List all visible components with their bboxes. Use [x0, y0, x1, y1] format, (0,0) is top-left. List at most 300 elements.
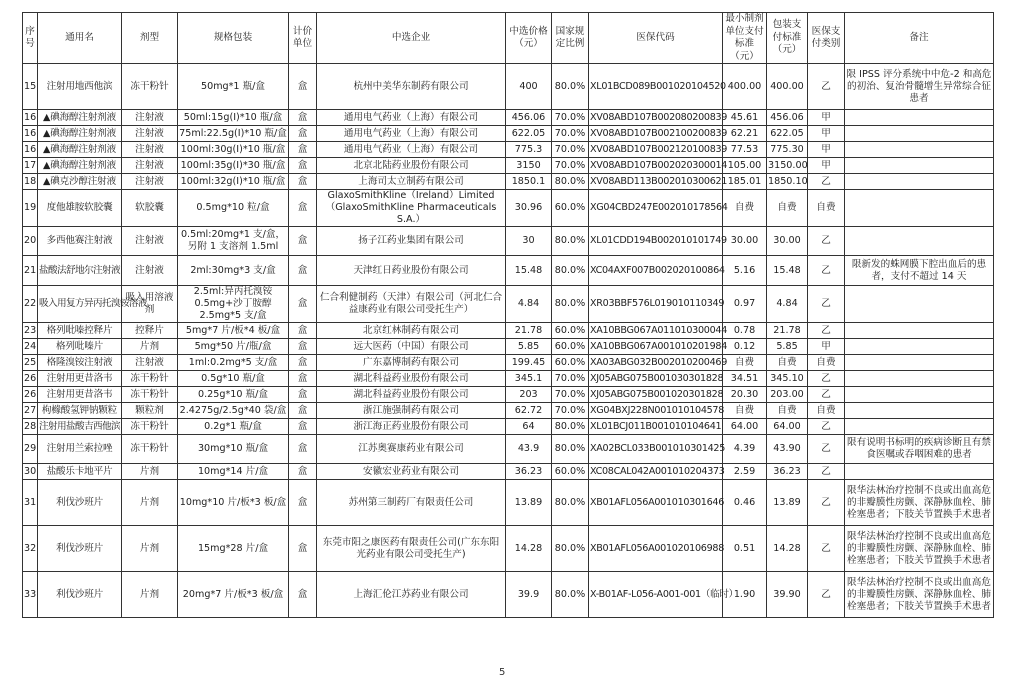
company-cell: 仁合利健制药（天津）有限公司（河北仁合益康药业有限公司受托生产） — [317, 286, 506, 323]
dosage-form-cell: 注射液 — [122, 355, 178, 371]
dosage-form-cell: 片剂 — [122, 526, 178, 572]
ratio-cell: 80.0% — [552, 526, 589, 572]
ratio-cell: 60.0% — [552, 190, 589, 227]
company-cell: 通用电气药业（上海）有限公司 — [317, 142, 506, 158]
category-cell: 自费 — [808, 355, 845, 371]
generic-name-cell: 格列吡嗪片 — [38, 339, 122, 355]
price-cell: 4.84 — [506, 286, 552, 323]
ratio-cell: 80.0% — [552, 419, 589, 435]
category-cell: 乙 — [808, 435, 845, 464]
spec-cell: 15mg*28 片/盒 — [178, 526, 289, 572]
dosage-form-cell: 片剂 — [122, 464, 178, 480]
unit-cell: 盒 — [289, 190, 317, 227]
row-seq-cell: 17 — [23, 158, 38, 174]
company-cell: 湖北科益药业股份有限公司 — [317, 371, 506, 387]
insurance-code-cell: XV08ABD107B002100200839 — [589, 126, 723, 142]
unit-cell: 盒 — [289, 110, 317, 126]
pack-std-cell: 3150.00 — [767, 158, 808, 174]
remark-cell — [845, 190, 994, 227]
dosage-form-cell: 冻干粉针 — [122, 64, 178, 110]
table-row — [23, 126, 994, 142]
row-seq-cell: 26 — [23, 387, 38, 403]
ratio-cell: 60.0% — [552, 339, 589, 355]
min-unit-std-cell: 0.97 — [723, 286, 767, 323]
table-row — [23, 355, 994, 371]
spec-cell: 10mg*10 片/板*3 板/盒 — [178, 480, 289, 526]
generic-name-cell: 盐酸乐卡地平片 — [38, 464, 122, 480]
remark-cell — [845, 227, 994, 256]
spec-cell: 0.5ml:20mg*1 支/盒，另附 1 支溶剂 1.5ml — [178, 227, 289, 256]
insurance-code-cell: XB01AFL056A001020106988 — [589, 526, 723, 572]
ratio-cell: 60.0% — [552, 355, 589, 371]
insurance-code-cell: XA03ABG032B002010200469 — [589, 355, 723, 371]
min-unit-std-cell: 自费 — [723, 403, 767, 419]
company-cell: 天津红日药业股份有限公司 — [317, 256, 506, 286]
unit-cell: 盒 — [289, 403, 317, 419]
generic-name-cell: ▲碘海醇注射剂液 — [38, 142, 122, 158]
pack-std-cell: 21.78 — [767, 323, 808, 339]
min-unit-std-cell: 5.16 — [723, 256, 767, 286]
table-row — [23, 464, 994, 480]
row-seq-cell: 26 — [23, 371, 38, 387]
table-row — [23, 339, 994, 355]
category-cell: 乙 — [808, 286, 845, 323]
min-unit-std-cell: 105.00 — [723, 158, 767, 174]
ratio-cell: 60.0% — [552, 323, 589, 339]
spec-cell: 5mg*50 片/瓶/盒 — [178, 339, 289, 355]
category-cell: 乙 — [808, 387, 845, 403]
min-unit-std-cell: 0.51 — [723, 526, 767, 572]
unit-cell: 盒 — [289, 286, 317, 323]
pack-std-cell: 39.90 — [767, 572, 808, 618]
category-cell: 甲 — [808, 126, 845, 142]
ratio-cell: 70.0% — [552, 158, 589, 174]
ratio-cell: 70.0% — [552, 142, 589, 158]
insurance-code-cell: XV08ABD107B002120100839 — [589, 142, 723, 158]
unit-cell: 盒 — [289, 572, 317, 618]
table-row — [23, 387, 994, 403]
insurance-code-cell: XG04CBD247E002010178564 — [589, 190, 723, 227]
category-cell: 乙 — [808, 480, 845, 526]
table-row — [23, 403, 994, 419]
company-cell: 浙江施强制药有限公司 — [317, 403, 506, 419]
company-cell: 上海司太立制药有限公司 — [317, 174, 506, 190]
row-seq-cell: 20 — [23, 227, 38, 256]
insurance-code-cell: X-B01AF-L056-A001-001（临时） — [589, 572, 723, 618]
header-price: 中选价格（元） — [506, 13, 552, 64]
company-cell: 通用电气药业（上海）有限公司 — [317, 110, 506, 126]
remark-cell: 限新发的蛛网膜下腔出血后的患者，支付不超过 14 天 — [845, 256, 994, 286]
min-unit-std-cell: 2.59 — [723, 464, 767, 480]
price-cell: 15.48 — [506, 256, 552, 286]
generic-name-cell: ▲碘海醇注射剂液 — [38, 158, 122, 174]
ratio-cell: 80.0% — [552, 256, 589, 286]
dosage-form-cell: 控释片 — [122, 323, 178, 339]
insurance-code-cell: XC04AXF007B002020100864 — [589, 256, 723, 286]
remark-cell — [845, 126, 994, 142]
dosage-form-cell: 注射液 — [122, 227, 178, 256]
spec-cell: 5mg*7 片/板*4 板/盒 — [178, 323, 289, 339]
pack-std-cell: 64.00 — [767, 419, 808, 435]
price-cell: 21.78 — [506, 323, 552, 339]
insurance-code-cell: XL01CDD194B002010101749 — [589, 227, 723, 256]
insurance-code-cell: XJ05ABG075B001030301828 — [589, 371, 723, 387]
remark-cell — [845, 286, 994, 323]
table-row — [23, 435, 994, 464]
ratio-cell: 80.0% — [552, 286, 589, 323]
table-row — [23, 323, 994, 339]
unit-cell: 盒 — [289, 480, 317, 526]
header-spec: 规格包装 — [178, 13, 289, 64]
insurance-code-cell: XA02BCL033B001010301425 — [589, 435, 723, 464]
generic-name-cell: 注射用更昔洛韦 — [38, 371, 122, 387]
dosage-form-cell: 冻干粉针 — [122, 371, 178, 387]
price-cell: 13.89 — [506, 480, 552, 526]
ratio-cell: 70.0% — [552, 110, 589, 126]
company-cell: 通用电气药业（上海）有限公司 — [317, 126, 506, 142]
insurance-code-cell: XA10BBG067A011010300044 — [589, 323, 723, 339]
min-unit-std-cell: 185.01 — [723, 174, 767, 190]
company-cell: 北京红林制药有限公司 — [317, 323, 506, 339]
spec-cell: 100ml:30g(I)*10 瓶/盒 — [178, 142, 289, 158]
remark-cell — [845, 419, 994, 435]
pack-std-cell: 622.05 — [767, 126, 808, 142]
category-cell: 乙 — [808, 227, 845, 256]
price-cell: 775.3 — [506, 142, 552, 158]
table-row — [23, 419, 994, 435]
dosage-form-cell: 吸入用溶液剂 — [122, 286, 178, 323]
unit-cell: 盒 — [289, 526, 317, 572]
table-header-row — [23, 13, 994, 64]
insurance-code-cell: XG04BXJ228N001010104578 — [589, 403, 723, 419]
spec-cell: 50mg*1 瓶/盒 — [178, 64, 289, 110]
pack-std-cell: 456.06 — [767, 110, 808, 126]
generic-name-cell: 格隆溴铵注射液 — [38, 355, 122, 371]
insurance-code-cell: XJ05ABG075B001020301828 — [589, 387, 723, 403]
category-cell: 乙 — [808, 323, 845, 339]
pack-std-cell: 400.00 — [767, 64, 808, 110]
dosage-form-cell: 注射液 — [122, 256, 178, 286]
insurance-code-cell: XR03BBF576L019010110349 — [589, 286, 723, 323]
price-cell: 62.72 — [506, 403, 552, 419]
ratio-cell: 80.0% — [552, 480, 589, 526]
min-unit-std-cell: 45.61 — [723, 110, 767, 126]
spec-cell: 1ml:0.2mg*5 支/盒 — [178, 355, 289, 371]
remark-cell — [845, 323, 994, 339]
table-row — [23, 572, 994, 618]
pack-std-cell: 345.10 — [767, 371, 808, 387]
min-unit-std-cell: 0.46 — [723, 480, 767, 526]
price-cell: 1850.1 — [506, 174, 552, 190]
min-unit-std-cell: 4.39 — [723, 435, 767, 464]
remark-cell — [845, 403, 994, 419]
company-cell: 北京北陆药业股份有限公司 — [317, 158, 506, 174]
dosage-form-cell: 注射液 — [122, 158, 178, 174]
dosage-form-cell: 注射液 — [122, 174, 178, 190]
remark-cell — [845, 158, 994, 174]
remark-cell: 限华法林治疗控制不良或出血高危的非瓣膜性房颤、深静脉血栓、肺栓塞患者；下肢关节置换手术患者 — [845, 480, 994, 526]
row-seq-cell: 33 — [23, 572, 38, 618]
dosage-form-cell: 冻干粉针 — [122, 435, 178, 464]
dosage-form-cell: 颗粒剂 — [122, 403, 178, 419]
category-cell: 甲 — [808, 142, 845, 158]
company-cell: 湖北科益药业股份有限公司 — [317, 387, 506, 403]
generic-name-cell: 注射用兰索拉唑 — [38, 435, 122, 464]
ratio-cell: 70.0% — [552, 403, 589, 419]
min-unit-std-cell: 77.53 — [723, 142, 767, 158]
header-remark: 备注 — [845, 13, 994, 64]
remark-cell — [845, 355, 994, 371]
category-cell: 乙 — [808, 371, 845, 387]
company-cell: 江苏奥赛康药业有限公司 — [317, 435, 506, 464]
table-row — [23, 64, 994, 110]
table-row — [23, 256, 994, 286]
unit-cell: 盒 — [289, 256, 317, 286]
pack-std-cell: 203.00 — [767, 387, 808, 403]
dosage-form-cell: 片剂 — [122, 480, 178, 526]
generic-name-cell: 格列吡嗪控释片 — [38, 323, 122, 339]
unit-cell: 盒 — [289, 435, 317, 464]
pack-std-cell: 14.28 — [767, 526, 808, 572]
remark-cell: 限有说明书标明的疾病诊断且有禁食医嘱或吞咽困难的患者 — [845, 435, 994, 464]
category-cell: 自费 — [808, 403, 845, 419]
company-cell: 广东嘉博制药有限公司 — [317, 355, 506, 371]
header-category: 医保支付类别 — [808, 13, 845, 64]
dosage-form-cell: 片剂 — [122, 572, 178, 618]
generic-name-cell: 利伐沙班片 — [38, 480, 122, 526]
page-number: 5 — [499, 667, 506, 678]
generic-name-cell: 利伐沙班片 — [38, 526, 122, 572]
category-cell: 乙 — [808, 572, 845, 618]
unit-cell: 盒 — [289, 371, 317, 387]
ratio-cell: 70.0% — [552, 126, 589, 142]
remark-cell — [845, 142, 994, 158]
row-seq-cell: 16 — [23, 142, 38, 158]
pack-std-cell: 自费 — [767, 403, 808, 419]
row-seq-cell: 18 — [23, 174, 38, 190]
remark-cell — [845, 339, 994, 355]
spec-cell: 2.4275g/2.5g*40 袋/盒 — [178, 403, 289, 419]
company-cell: 东莞市阳之康医药有限责任公司(广东东阳光药业有限公司受托生产) — [317, 526, 506, 572]
price-cell: 400 — [506, 64, 552, 110]
row-seq-cell: 21 — [23, 256, 38, 286]
row-seq-cell: 31 — [23, 480, 38, 526]
unit-cell: 盒 — [289, 126, 317, 142]
pack-std-cell: 自费 — [767, 190, 808, 227]
table-row — [23, 142, 994, 158]
company-cell: 苏州第三制药厂有限责任公司 — [317, 480, 506, 526]
remark-cell — [845, 110, 994, 126]
unit-cell: 盒 — [289, 64, 317, 110]
header-pack-std: 包装支付标准（元） — [767, 13, 808, 64]
insurance-code-cell: XL01BCD089B001020104520 — [589, 64, 723, 110]
price-cell: 14.28 — [506, 526, 552, 572]
ratio-cell: 80.0% — [552, 227, 589, 256]
dosage-form-cell: 注射液 — [122, 142, 178, 158]
generic-name-cell: ▲碘海醇注射剂液 — [38, 126, 122, 142]
generic-name-cell: 利伐沙班片 — [38, 572, 122, 618]
pack-std-cell: 1850.10 — [767, 174, 808, 190]
table-row — [23, 227, 994, 256]
insurance-code-cell: XV08ABD107B002020300014 — [589, 158, 723, 174]
price-cell: 43.9 — [506, 435, 552, 464]
company-cell: GlaxoSmithKline（Ireland）Limited（GlaxoSmithKline Pharmaceuticals S.A.） — [317, 190, 506, 227]
category-cell: 乙 — [808, 526, 845, 572]
row-seq-cell: 15 — [23, 64, 38, 110]
generic-name-cell: 注射用更昔洛韦 — [38, 387, 122, 403]
min-unit-std-cell: 30.00 — [723, 227, 767, 256]
header-seq: 序号 — [23, 13, 38, 64]
price-cell: 5.85 — [506, 339, 552, 355]
generic-name-cell: 多西他赛注射液 — [38, 227, 122, 256]
spec-cell: 30mg*10 瓶/盒 — [178, 435, 289, 464]
remark-cell — [845, 387, 994, 403]
ratio-cell: 80.0% — [552, 174, 589, 190]
spec-cell: 0.25g*10 瓶/盒 — [178, 387, 289, 403]
price-cell: 30.96 — [506, 190, 552, 227]
generic-name-cell: ▲碘克沙醇注射液 — [38, 174, 122, 190]
unit-cell: 盒 — [289, 355, 317, 371]
category-cell: 乙 — [808, 174, 845, 190]
table-row — [23, 174, 994, 190]
row-seq-cell: 19 — [23, 190, 38, 227]
table-row — [23, 110, 994, 126]
unit-cell: 盒 — [289, 339, 317, 355]
min-unit-std-cell: 20.30 — [723, 387, 767, 403]
ratio-cell: 80.0% — [552, 64, 589, 110]
table-row — [23, 158, 994, 174]
spec-cell: 75ml:22.5g(I)*10 瓶/盒 — [178, 126, 289, 142]
dosage-form-cell: 注射液 — [122, 126, 178, 142]
spec-cell: 100ml:32g(I)*10 瓶/盒 — [178, 174, 289, 190]
insurance-code-cell: XV08ABD113B002010300621 — [589, 174, 723, 190]
category-cell: 甲 — [808, 110, 845, 126]
spec-cell: 0.5g*10 瓶/盒 — [178, 371, 289, 387]
table-row — [23, 371, 994, 387]
row-seq-cell: 28 — [23, 419, 38, 435]
generic-name-cell: 盐酸法舒地尔注射液 — [38, 256, 122, 286]
company-cell: 扬子江药业集团有限公司 — [317, 227, 506, 256]
unit-cell: 盒 — [289, 158, 317, 174]
unit-cell: 盒 — [289, 387, 317, 403]
pack-std-cell: 自费 — [767, 355, 808, 371]
row-seq-cell: 25 — [23, 355, 38, 371]
row-seq-cell: 24 — [23, 339, 38, 355]
ratio-cell: 80.0% — [552, 572, 589, 618]
remark-cell: 限 IPSS 评分系统中中危-2 和高危的初治、复治骨髓增生异常综合征患者 — [845, 64, 994, 110]
category-cell: 自费 — [808, 190, 845, 227]
category-cell: 甲 — [808, 158, 845, 174]
header-dosage-form: 剂型 — [122, 13, 178, 64]
header-generic-name: 通用名 — [38, 13, 122, 64]
unit-cell: 盒 — [289, 464, 317, 480]
row-seq-cell: 27 — [23, 403, 38, 419]
row-seq-cell: 30 — [23, 464, 38, 480]
pack-std-cell: 13.89 — [767, 480, 808, 526]
header-min-unit-std: 最小制剂单位支付标准（元） — [723, 13, 767, 64]
price-cell: 30 — [506, 227, 552, 256]
min-unit-std-cell: 自费 — [723, 355, 767, 371]
company-cell: 远大医药（中国）有限公司 — [317, 339, 506, 355]
drug-price-table — [22, 12, 994, 618]
table-row — [23, 286, 994, 323]
generic-name-cell: 枸橼酸氢钾钠颗粒 — [38, 403, 122, 419]
insurance-code-cell: XB01AFL056A001010301646 — [589, 480, 723, 526]
pack-std-cell: 5.85 — [767, 339, 808, 355]
min-unit-std-cell: 34.51 — [723, 371, 767, 387]
header-code: 医保代码 — [589, 13, 723, 64]
dosage-form-cell: 注射液 — [122, 110, 178, 126]
min-unit-std-cell: 0.78 — [723, 323, 767, 339]
price-cell: 199.45 — [506, 355, 552, 371]
pack-std-cell: 43.90 — [767, 435, 808, 464]
table-body — [23, 64, 994, 618]
row-seq-cell: 23 — [23, 323, 38, 339]
spec-cell: 100ml:35g(I)*30 瓶/盒 — [178, 158, 289, 174]
min-unit-std-cell: 自费 — [723, 190, 767, 227]
category-cell: 乙 — [808, 256, 845, 286]
company-cell: 杭州中美华东制药有限公司 — [317, 64, 506, 110]
remark-cell — [845, 174, 994, 190]
price-cell: 3150 — [506, 158, 552, 174]
price-cell: 345.1 — [506, 371, 552, 387]
spec-cell: 2.5ml:异丙托溴铵 0.5mg+沙丁胺醇 2.5mg*5 支/盒 — [178, 286, 289, 323]
min-unit-std-cell: 0.12 — [723, 339, 767, 355]
header-company: 中选企业 — [317, 13, 506, 64]
dosage-form-cell: 软胶囊 — [122, 190, 178, 227]
min-unit-std-cell: 62.21 — [723, 126, 767, 142]
pack-std-cell: 36.23 — [767, 464, 808, 480]
row-seq-cell: 16 — [23, 110, 38, 126]
unit-cell: 盒 — [289, 323, 317, 339]
ratio-cell: 80.0% — [552, 435, 589, 464]
price-cell: 36.23 — [506, 464, 552, 480]
min-unit-std-cell: 1.90 — [723, 572, 767, 618]
pack-std-cell: 15.48 — [767, 256, 808, 286]
dosage-form-cell: 片剂 — [122, 339, 178, 355]
price-cell: 64 — [506, 419, 552, 435]
ratio-cell: 70.0% — [552, 387, 589, 403]
price-cell: 622.05 — [506, 126, 552, 142]
generic-name-cell: 吸入用复方异丙托溴铵溶液 — [38, 286, 122, 323]
generic-name-cell: 度他雄胺软胶囊 — [38, 190, 122, 227]
insurance-code-cell: XA10BBG067A001010201984 — [589, 339, 723, 355]
price-cell: 456.06 — [506, 110, 552, 126]
unit-cell: 盒 — [289, 227, 317, 256]
generic-name-cell: ▲碘海醇注射剂液 — [38, 110, 122, 126]
min-unit-std-cell: 64.00 — [723, 419, 767, 435]
remark-cell: 限华法林治疗控制不良或出血高危的非瓣膜性房颤、深静脉血栓、肺栓塞患者；下肢关节置换手术患者 — [845, 572, 994, 618]
insurance-code-cell: XV08ABD107B002080200839 — [589, 110, 723, 126]
spec-cell: 10mg*14 片/盒 — [178, 464, 289, 480]
ratio-cell: 70.0% — [552, 371, 589, 387]
pack-std-cell: 775.30 — [767, 142, 808, 158]
spec-cell: 0.2g*1 瓶/盒 — [178, 419, 289, 435]
category-cell: 乙 — [808, 464, 845, 480]
dosage-form-cell: 冻干粉针 — [122, 419, 178, 435]
unit-cell: 盒 — [289, 419, 317, 435]
row-seq-cell: 16 — [23, 126, 38, 142]
company-cell: 浙江海正药业股份有限公司 — [317, 419, 506, 435]
category-cell: 乙 — [808, 64, 845, 110]
unit-cell: 盒 — [289, 142, 317, 158]
insurance-code-cell: XL01BCJ011B001010104641 — [589, 419, 723, 435]
table-row — [23, 526, 994, 572]
header-ratio: 国家规定比例 — [552, 13, 589, 64]
unit-cell: 盒 — [289, 174, 317, 190]
min-unit-std-cell: 400.00 — [723, 64, 767, 110]
dosage-form-cell: 冻干粉针 — [122, 387, 178, 403]
